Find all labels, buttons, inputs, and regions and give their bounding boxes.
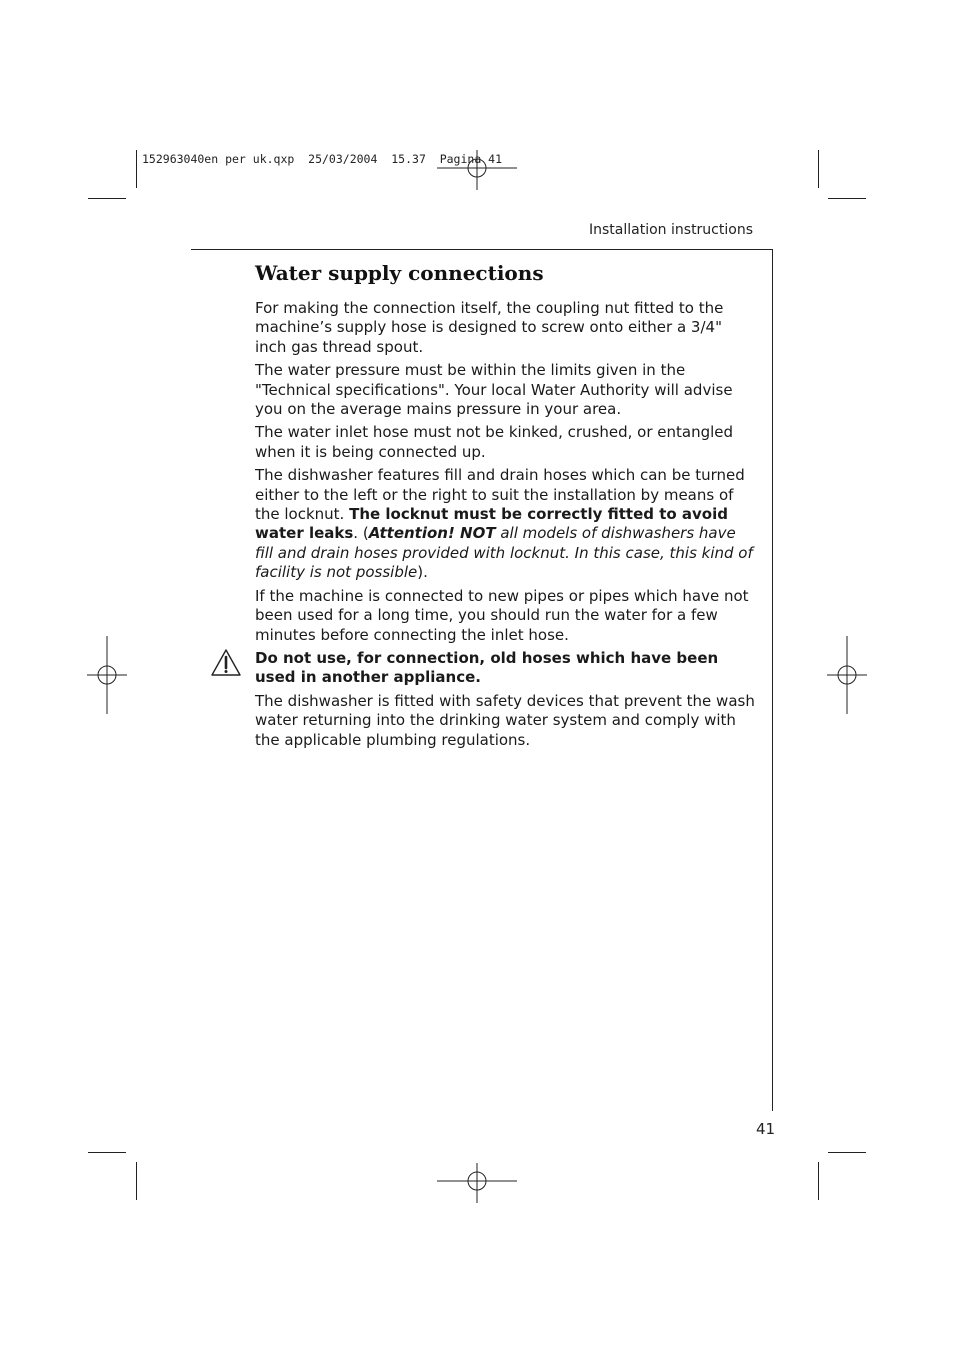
page-number: 41 (756, 1120, 776, 1138)
italic-note: all models of dishwashers have fill and drain hoses provided with locknut. In this case, this kind of facility is not possible (255, 524, 753, 582)
registration-mark-icon (437, 1163, 517, 1203)
crop-mark (818, 1162, 819, 1200)
crop-mark (88, 198, 126, 199)
crop-mark (136, 1162, 137, 1200)
warning-triangle-icon (211, 649, 241, 676)
paragraph: For making the connection itself, the coupling nut fitted to the machine’s supply hose is designed to screw onto either a 3/4" inch gas thread spout. (255, 299, 724, 356)
attention-label: Attention! NOT (368, 524, 496, 543)
crop-mark (136, 150, 137, 188)
section-label: Installation instructions (589, 222, 753, 238)
printer-slug: 152963040en per uk.qxp 25/03/2004 15.37 Pagina 41 (142, 152, 503, 166)
paragraph (255, 466, 758, 582)
crop-mark (818, 150, 819, 188)
text-run: The dishwasher features fill and drain hoses which can be turned either to the left or the right to suit the installation by means of the locknut. (255, 466, 745, 524)
body-text (255, 299, 758, 754)
registration-mark-icon (827, 636, 867, 714)
paragraph: The water inlet hose must not be kinked, crushed, or entangled when it is being connected up. (255, 423, 734, 461)
page-title: Water supply connections (255, 261, 544, 285)
bold-note: The locknut must be correctly fitted to avoid water leaks (255, 505, 728, 543)
crop-mark (828, 198, 866, 199)
text-run: ). (417, 563, 428, 582)
registration-mark-icon (437, 150, 517, 190)
paragraph: The dishwasher is fitted with safety devices that prevent the wash water returning into the drinking water system and comply with the applicable plumbing regulations. (255, 691, 755, 749)
paragraph: The water pressure must be within the limits given in the "Technical specifications". Your local Water Authority will advise you on the average mains pressure in your area. (255, 361, 733, 419)
text-run: . ( (353, 524, 369, 543)
header-rule (191, 249, 773, 250)
registration-mark-icon (87, 636, 127, 714)
page-frame-rule (772, 249, 773, 1111)
warning-block (255, 649, 758, 688)
warning-text: Do not use, for connection, old hoses which have been used in another appliance. (255, 648, 719, 687)
crop-mark (828, 1152, 866, 1153)
paragraph: If the machine is connected to new pipes or pipes which have not been used for a long time, you should run the water for a few minutes before connecting the inlet hose. (255, 586, 749, 644)
crop-mark (88, 1152, 126, 1153)
